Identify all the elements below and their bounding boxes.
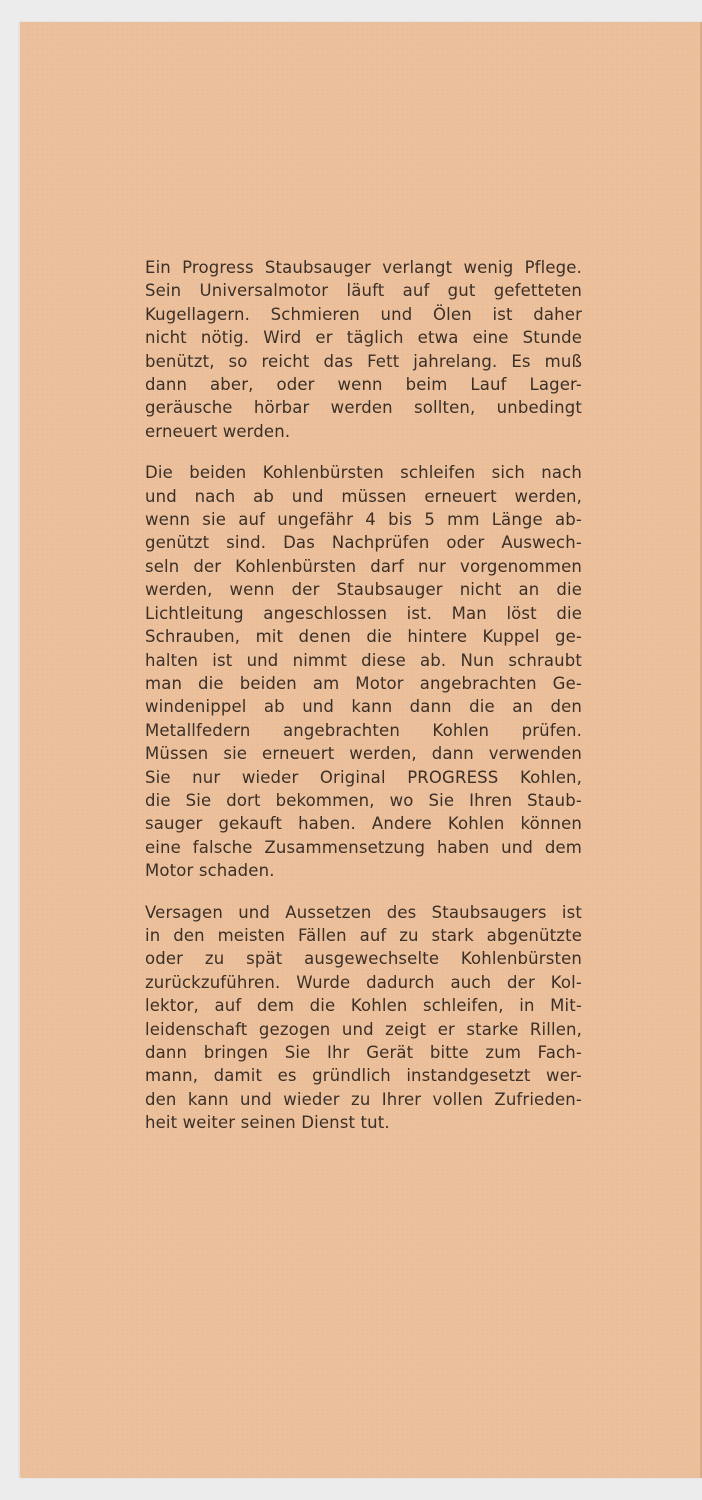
text-line: Müssen sie erneuert werden, dann verwenden: [145, 744, 582, 764]
text-line: wenn sie auf ungefähr 4 bis 5 mm Länge ab-: [145, 510, 582, 530]
text-line: die Sie dort bekommen, wo Sie Ihren Staub-: [145, 790, 582, 810]
paragraph-maintenance: [145, 256, 582, 443]
text-line: sauger gekauft haben. Andere Kohlen können: [145, 814, 582, 834]
paragraph-failure: [145, 901, 582, 1135]
text-line: erneuert werden.: [145, 421, 291, 441]
text-line: Die beiden Kohlenbürsten schleifen sich nach: [145, 463, 582, 483]
text-line: seln der Kohlenbürsten darf nur vorgenommen: [145, 556, 582, 576]
body-text: [145, 256, 582, 1153]
text-line: und nach ab und müssen erneuert werden,: [145, 486, 582, 506]
text-line: Schrauben, mit denen die hintere Kuppel ge-: [145, 627, 582, 647]
text-line: Metallfedern angebrachten Kohlen prüfen.: [145, 720, 582, 740]
text-line: zurückzuführen. Wurde dadurch auch der Kol-: [145, 972, 582, 992]
text-line: Versagen und Aussetzen des Staubsaugers ist: [145, 902, 582, 922]
text-line: in den meisten Fällen auf zu stark abgenützte: [145, 925, 582, 945]
text-line: werden, wenn der Staubsauger nicht an die: [145, 580, 582, 600]
text-line: dann bringen Sie Ihr Gerät bitte zum Fach-: [145, 1043, 582, 1062]
text-line: Kugellagern. Schmieren und Ölen ist daher: [145, 304, 582, 324]
text-line: Ein Progress Staubsauger verlangt wenig Pflege.: [145, 258, 582, 277]
text-line: leidenschaft gezogen und zeigt er starke Rillen,: [145, 1019, 582, 1039]
text-line: oder zu spät ausgewechselte Kohlenbürsten: [145, 949, 582, 969]
text-line: heit weiter seinen Dienst tut.: [145, 1113, 390, 1133]
text-line: man die beiden am Motor angebrachten Ge-: [145, 673, 582, 693]
text-line: Sie nur wieder Original PROGRESS Kohlen,: [145, 767, 582, 787]
text-line: lektor, auf dem die Kohlen schleifen, in Mit-: [145, 996, 582, 1016]
text-line: Lichtleitung angeschlossen ist. Man löst die: [145, 603, 582, 623]
text-line: geräusche hörbar werden sollten, unbedingt: [145, 398, 582, 418]
text-line: halten ist und nimmt diese ab. Nun schraubt: [145, 650, 582, 670]
text-line: dann aber, oder wenn beim Lauf Lager-: [145, 375, 582, 395]
text-line: windenippel ab und kann dann die an den: [145, 697, 582, 717]
text-line: Sein Universalmotor läuft auf gut gefetteten: [145, 281, 582, 301]
text-line: nicht nötig. Wird er täglich etwa eine Stunde: [145, 328, 582, 348]
text-line: eine falsche Zusammensetzung haben und dem: [145, 837, 582, 857]
text-line: den kann und wieder zu Ihrer vollen Zufrieden-: [145, 1089, 582, 1109]
text-line: genützt sind. Das Nachprüfen oder Auswech-: [145, 533, 582, 553]
text-line: mann, damit es gründlich instandgesetzt wer-: [145, 1066, 582, 1086]
text-line: benützt, so reicht das Fett jahrelang. Es muß: [145, 351, 582, 371]
text-line: Motor schaden.: [145, 861, 275, 881]
paragraph-carbon-brushes: [145, 461, 582, 882]
